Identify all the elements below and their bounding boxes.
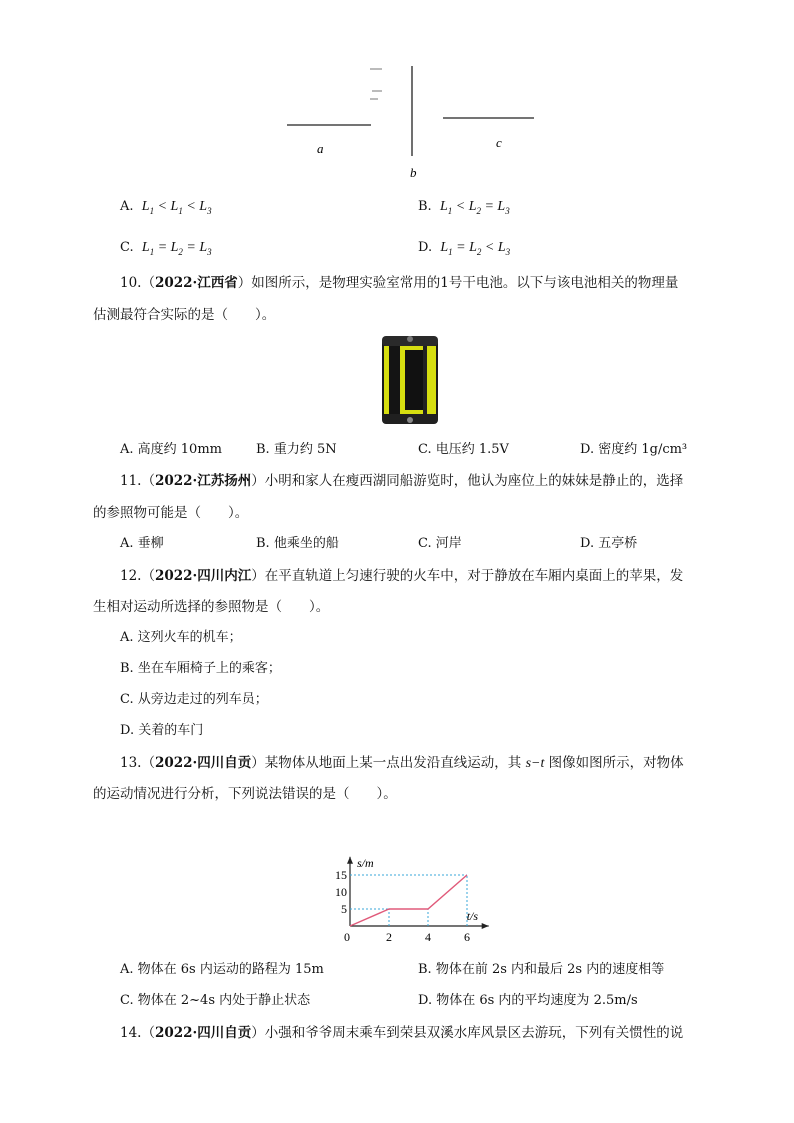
- q10-source: 2022·江西省: [154, 275, 238, 291]
- q11-option-a: A. 垂柳: [120, 536, 164, 551]
- q10-option-b: B. 重力约 5N: [256, 442, 337, 457]
- q11-source: 2022·江苏扬州: [154, 473, 252, 489]
- y-tick-label: 10: [335, 885, 347, 899]
- q14-line1: 14.（2022·四川自贡）小强和爷爷周末乘车到荣县双溪水库风景区去游玩，下列有关惯性的说: [120, 1025, 684, 1041]
- q13-st-symbol: s−t: [525, 756, 545, 771]
- q13-line1: 13.（2022·四川自贡）某物体从地面上某一点出发沿直线运动，其 s−t 图像如图所示，对物体: [120, 755, 684, 771]
- q12-option-b: B. 坐在车厢椅子上的乘客；: [120, 661, 281, 676]
- q10-line1: 10.（2022·江西省）如图所示，是物理实验室常用的1号干电池。以下与该电池相关的物理量: [120, 275, 679, 291]
- q14-source: 2022·四川自贡: [154, 1025, 252, 1041]
- q11-option-c: C. 河岸: [418, 536, 462, 551]
- chart-layer: [335, 856, 489, 944]
- q9-option-d: D. $L_1 = L_2 < L_3$: [418, 240, 511, 257]
- q13-source: 2022·四川自贡: [154, 755, 252, 771]
- label-c: c: [496, 135, 502, 150]
- q12-line1: 12.（2022·四川内江）在平直轨道上匀速行驶的火车中，对于静放在车厢内桌面上的苹果，发: [120, 568, 684, 584]
- q10-option-d: D. 密度约 1g/cm³: [580, 442, 688, 457]
- q9-option-c: C. $L_1 = L_2 = L_3$: [120, 240, 212, 257]
- faint-mark: [370, 68, 382, 100]
- q13-option-c: C. 物体在 2~4s 内处于静止状态: [120, 993, 311, 1008]
- x-tick-label: 0: [344, 930, 350, 944]
- q12-option-a: A. 这列火车的机车；: [120, 630, 242, 645]
- q9-option-b: B. $L_1 < L_2 = L_3$: [418, 199, 510, 216]
- q10-option-a: A. 高度约 10mm: [120, 442, 222, 457]
- q9-figure: [280, 60, 550, 185]
- q12-option-c: C. 从旁边走过的列车员；: [120, 692, 268, 707]
- q9-option-c-formula: $L_1 = L_2 = L_3$: [141, 240, 212, 257]
- x-axis-label: t/s: [466, 909, 479, 923]
- q13-option-a: A. 物体在 6s 内运动的路程为 15m: [120, 962, 324, 977]
- x-tick-label: 6: [464, 930, 470, 944]
- q10-line2: 估测最符合实际的是（ ）。: [93, 307, 276, 323]
- q9-option-a-formula: $L_1 < L_1 < L_3$: [141, 199, 212, 216]
- y-tick-label: 15: [335, 868, 347, 882]
- y-axis-arrow: [347, 857, 353, 864]
- s-t-chart: [330, 812, 500, 952]
- q9-option-a: A. $L_1 < L_1 < L_3$: [120, 199, 212, 216]
- series-line: [350, 875, 467, 926]
- q11-option-b: B. 他乘坐的船: [256, 536, 339, 551]
- q9-option-b-formula: $L_1 < L_2 = L_3$: [439, 199, 510, 216]
- battery-image: [380, 330, 440, 430]
- q13-option-d: D. 物体在 6s 内的平均速度为 2.5m/s: [418, 993, 638, 1008]
- x-tick-label: 2: [386, 930, 392, 944]
- y-axis-label: s/m: [357, 855, 374, 870]
- x-tick-label: 4: [425, 930, 431, 944]
- q11-line2: 的参照物可能是（ ）。: [93, 505, 249, 521]
- x-axis-arrow: [482, 923, 489, 929]
- q9-option-d-formula: $L_1 = L_2 < L_3$: [440, 240, 511, 257]
- label-a: a: [317, 141, 324, 156]
- q13-option-b: B. 物体在前 2s 内和最后 2s 内的速度相等: [418, 962, 665, 977]
- q13-line2: 的运动情况进行分析，下列说法错误的是（ ）。: [93, 786, 397, 802]
- q12-option-d: D. 关着的车门: [120, 723, 204, 738]
- y-tick-label: 5: [341, 902, 347, 916]
- q11-line1: 11.（2022·江苏扬州）小明和家人在瘦西湖同船游览时，他认为座位上的妹妹是静止的，选择: [120, 473, 684, 489]
- label-b: b: [410, 165, 417, 180]
- q10-option-c: C. 电压约 1.5V: [418, 442, 509, 457]
- q11-option-d: D. 五亭桥: [580, 536, 638, 551]
- q12-source: 2022·四川内江: [154, 568, 252, 584]
- q12-line2: 生相对运动所选择的参照物是（ ）。: [93, 599, 330, 615]
